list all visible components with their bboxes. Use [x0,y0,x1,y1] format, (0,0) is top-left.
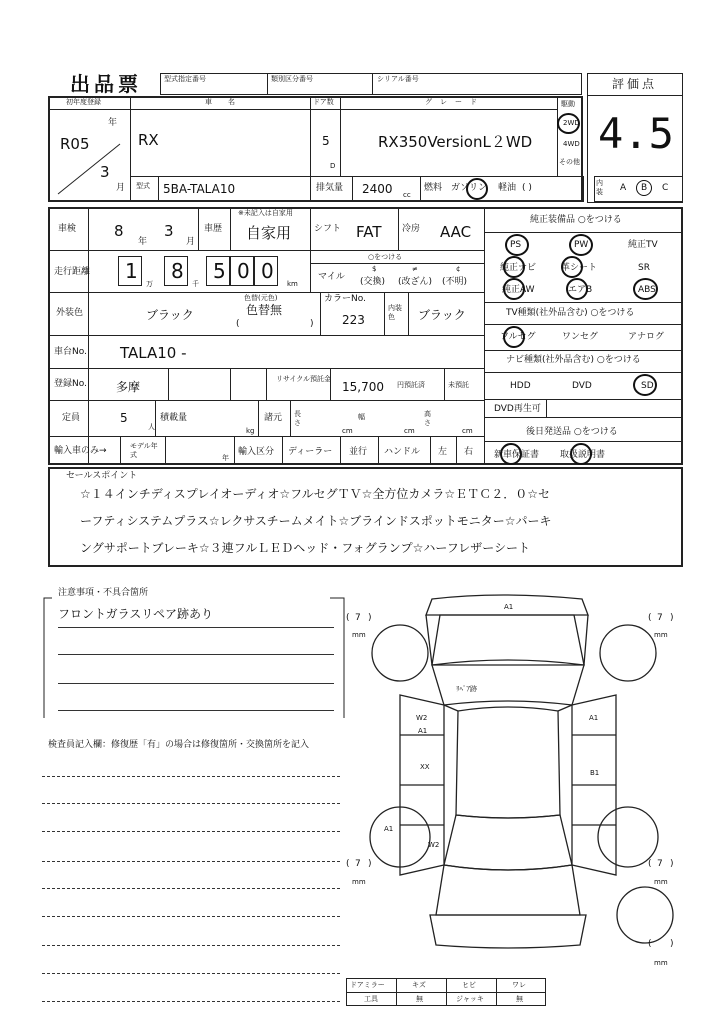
capacity-label: 定員 [62,413,81,423]
shaken-month-unit: 月 [186,237,196,247]
sen-unit: 千 [192,280,199,288]
equip-navi: 純正ナビ [500,263,537,273]
interior-a: A [620,183,627,193]
shift-label: シフト [314,224,342,234]
diagram-xx: XX [420,763,430,771]
width-cm: cm [404,427,415,435]
interior-color-value: ブラック [418,308,466,322]
drive-label: 駆動 [561,100,575,108]
notes-label: 注意事項・不具合箇所 [58,588,149,598]
serial-label: シリアル番号 [377,75,419,83]
fuel-diesel: 軽油 [498,183,517,193]
grade-value: RX350VersionL２WD [378,133,533,151]
equip-pw-circle [569,234,593,256]
tire-rl-value: 7 [355,859,361,869]
tv-oneseg: ワンセグ [562,332,599,342]
items-scratch: キズ [412,981,426,989]
items-crack: ヒビ [462,981,476,989]
exterior-value: ブラック [146,308,194,322]
tire-rr-paren-close: ) [670,859,674,869]
load-label: 積載量 [160,413,188,423]
tire-spare-paren-open: ( [648,939,652,949]
ruibetsu-label: 類別区分番号 [271,75,313,83]
grade-label: グレード [425,98,485,106]
score-label: 評価点 [612,77,658,91]
doc-manual-circle [570,443,592,465]
dims-label: 諸元 [264,413,283,423]
modified-option: (改ざん) [398,277,433,287]
equip-leather-circle [561,256,583,278]
items-broken: ワレ [512,981,526,989]
docs-title: 後日発送品 ○をつける [526,427,618,437]
navi-sd-circle [633,374,657,396]
model-year-unit: 年 [222,454,229,462]
recycle-value: 15,700 [342,380,384,394]
repaint-value: 色替無 [246,303,283,317]
unknown-option: (不明) [442,277,468,287]
sales-line-1: ☆１４インチディスプレイオーディオ☆フルセグＴＶ☆全方位カメラ☆ＥＴＣ２．０☆セ [80,487,550,501]
drive-2wd-circle [557,113,580,134]
model-value: 5BA-TALA10 [163,182,236,196]
tire-fr-mm: mm [654,631,668,639]
tire-fr-paren-open: ( [648,613,652,623]
color-no-value: 223 [342,313,365,327]
shaken-year-unit: 年 [138,237,148,247]
first-reg-year: R05 [60,135,90,153]
drive-2wd: 2WD [563,119,580,127]
registration-value: 多摩 [116,380,141,394]
navi-type-title: ナビ種類(社外品含む) ○をつける [506,355,641,365]
fuel-label: 燃料 [424,183,443,193]
diagram-repair: ﾘﾍﾟｱ跡 [456,685,477,693]
fuel-gasoline: ガソリン [451,183,488,193]
handle-left: 左 [438,447,448,457]
man-unit: 万 [146,280,153,288]
diagram-w2-left: W2 [416,714,428,722]
items-jack-value: 無 [516,995,523,1003]
fuel-paren: ( ) [522,183,532,193]
displacement-label: 排気量 [316,183,344,193]
handle-right: 右 [464,447,474,457]
first-reg-month: 3 [100,163,110,181]
interior-b-circle [636,180,652,196]
tv-fullseg: フルセグ [500,332,536,342]
model-year-label: モデル年式 [130,442,158,459]
import-label: 輸入車のみ→ [54,446,107,456]
mileage-label: 走行距離 [54,267,91,277]
diagram-a1-front: A1 [504,603,514,611]
navi-dvd: DVD [572,381,592,391]
length-cm: cm [342,427,353,435]
equip-navi-circle [503,256,525,278]
drive-other: その他 [559,158,580,166]
shaken-label: 車検 [58,224,77,234]
diagram-w2-bottom: W2 [428,841,440,849]
repaint-paren-open: ( [236,319,240,329]
diagram-a1-left: A1 [418,727,428,735]
equip-ps-circle [505,234,529,256]
mileage-digit-5: 0 [261,259,274,283]
import-dealer: ディーラー [288,447,333,457]
model-label: 型式 [136,182,150,190]
history-value: 自家用 [246,224,292,242]
load-kg: kg [246,427,255,435]
import-type-label: 輸入区分 [238,447,275,457]
doors-label: ドア数 [313,98,334,106]
chassis-value: TALA10 - [120,344,187,362]
tire-fr-value: 7 [657,613,663,623]
navi-hdd: HDD [510,381,531,391]
tire-fr-paren-close: ) [670,613,674,623]
tire-rl-paren-open: ( [346,859,350,869]
shaken-month: 3 [164,222,174,240]
tire-rl-mm: mm [352,878,366,886]
handle-label: ハンドル [384,447,421,457]
history-note: ※未記入は自家用 [238,209,293,217]
unknown-symbol: ¢ [456,265,461,273]
items-tools: 工具 [364,995,378,1003]
form-title: 出品票 [70,72,142,96]
height-label: 高さ [424,410,431,427]
registration-label: 登録No. [54,379,87,389]
exterior-label: 外装色 [56,308,84,318]
cc-unit: cc [403,191,411,199]
doors-value: 5 [322,134,330,148]
navi-sd: SD [641,381,654,391]
interior-color-label: 内装色 [388,304,402,321]
equip-ps: PS [510,240,522,250]
tv-type-title: TV種類(社外品含む) ○をつける [506,308,635,318]
mileage-digit-4: 0 [237,259,250,283]
katashiki-label: 型式指定番号 [164,75,206,83]
tire-spare-paren-close: ) [670,939,674,949]
width-label: 幅 [358,413,365,421]
equip-abs-circle [633,278,658,300]
ac-label: 冷房 [402,224,421,234]
shift-value: FAT [356,223,382,241]
mileage-digit-3: 5 [213,259,226,283]
tire-fl-value: 7 [355,613,361,623]
equip-sr: SR [638,263,650,273]
equip-aw-circle [503,278,525,300]
mile-option: マイル [318,272,345,282]
items-tools-value: 無 [416,995,423,1003]
tire-spare-mm: mm [654,959,668,967]
header-code-box [160,73,582,95]
equip-pw: PW [574,240,589,250]
month-unit: 月 [116,183,126,193]
mileage-mark-note: ○をつける [368,253,403,261]
tire-fl-paren-close: ) [368,613,372,623]
recycle-label: リサイクル預託金 [276,375,332,383]
km-unit: km [287,280,298,288]
repaint-paren-close: ) [310,319,314,329]
doors-d: D [330,162,336,170]
chassis-label: 車台No. [54,347,87,357]
tv-fullseg-circle [503,326,525,348]
mileage-digit-2: 8 [171,259,184,283]
tire-rl-paren-close: ) [368,859,372,869]
diagram-b1: B1 [590,769,600,777]
notes-line-1: フロントガラスリペア跡あり [58,607,214,621]
equip-leather: 革シート [561,263,598,273]
tire-rr-mm: mm [654,878,668,886]
length-label: 長さ [294,410,301,427]
items-door-mirror: ドアミラー [350,981,385,989]
fuel-gasoline-circle [466,178,488,200]
items-jack: ジャッキ [456,995,484,1003]
doc-warranty: 新車保証書 [494,450,540,460]
doc-warranty-circle [500,443,522,465]
tire-fl-paren-open: ( [346,613,350,623]
car-damage-diagram [340,585,700,980]
equip-airbag: エアB [568,285,593,295]
sales-label: セールスポイント [66,471,138,481]
sales-line-2: ーフティシステムプラス☆レクサスチームメイト☆ブラインドスポットモニター☆パーキ [80,514,552,528]
history-label: 車歴 [204,224,223,234]
displacement-value: 2400 [362,182,393,196]
exchange-option: (交換) [360,277,386,287]
diagram-a1-tire: A1 [384,825,394,833]
equip-tv: 純正TV [628,240,658,250]
tv-analog: アナログ [628,332,665,342]
capacity-unit: 人 [148,423,155,431]
import-parallel: 並行 [349,447,368,457]
tire-rr-paren-open: ( [648,859,652,869]
exchange-symbol: $ [372,265,377,273]
inspector-label: 検査員記入欄：修復歴「有」の場合は修復箇所・交換箇所を記入 [48,740,310,750]
shaken-year: 8 [114,222,124,240]
first-reg-label: 初年度登録 [66,98,101,106]
color-no-label: カラーNo. [324,294,366,304]
recycle-paid: 円預託済 [397,381,425,389]
car-name-value: RX [138,131,159,149]
ac-value: AAC [440,223,472,241]
interior-label: 内装 [596,179,603,196]
recycle-unpaid: 未預託 [448,381,469,389]
equip-aw: 純正AW [502,285,535,295]
repaint-label: 色替(元色) [244,294,278,302]
equipment-title: 純正装備品 ○をつける [530,215,622,225]
tire-rr-value: 7 [657,859,663,869]
modified-symbol: ≠ [412,265,418,273]
score-value: 4.5 [598,109,674,158]
height-cm: cm [462,427,473,435]
capacity-value: 5 [120,411,128,425]
car-name-label: 車名 [205,98,251,106]
diagram-a1-right: A1 [589,714,599,722]
year-unit: 年 [108,118,118,128]
dvd-play: DVD再生可 [494,404,541,414]
drive-4wd: 4WD [563,140,580,148]
equip-airbag-circle [566,278,588,300]
equip-abs: ABS [638,285,656,295]
interior-b: B [641,183,648,193]
sales-line-3: ングサポートブレーキ☆３連フルＬＥＤヘッド・フォグランプ☆ハーフレザーシート [80,541,531,555]
tire-fl-mm: mm [352,631,366,639]
mileage-digit-1: 1 [125,259,138,283]
interior-c: C [662,183,669,193]
doc-manual: 取扱説明書 [560,450,606,460]
